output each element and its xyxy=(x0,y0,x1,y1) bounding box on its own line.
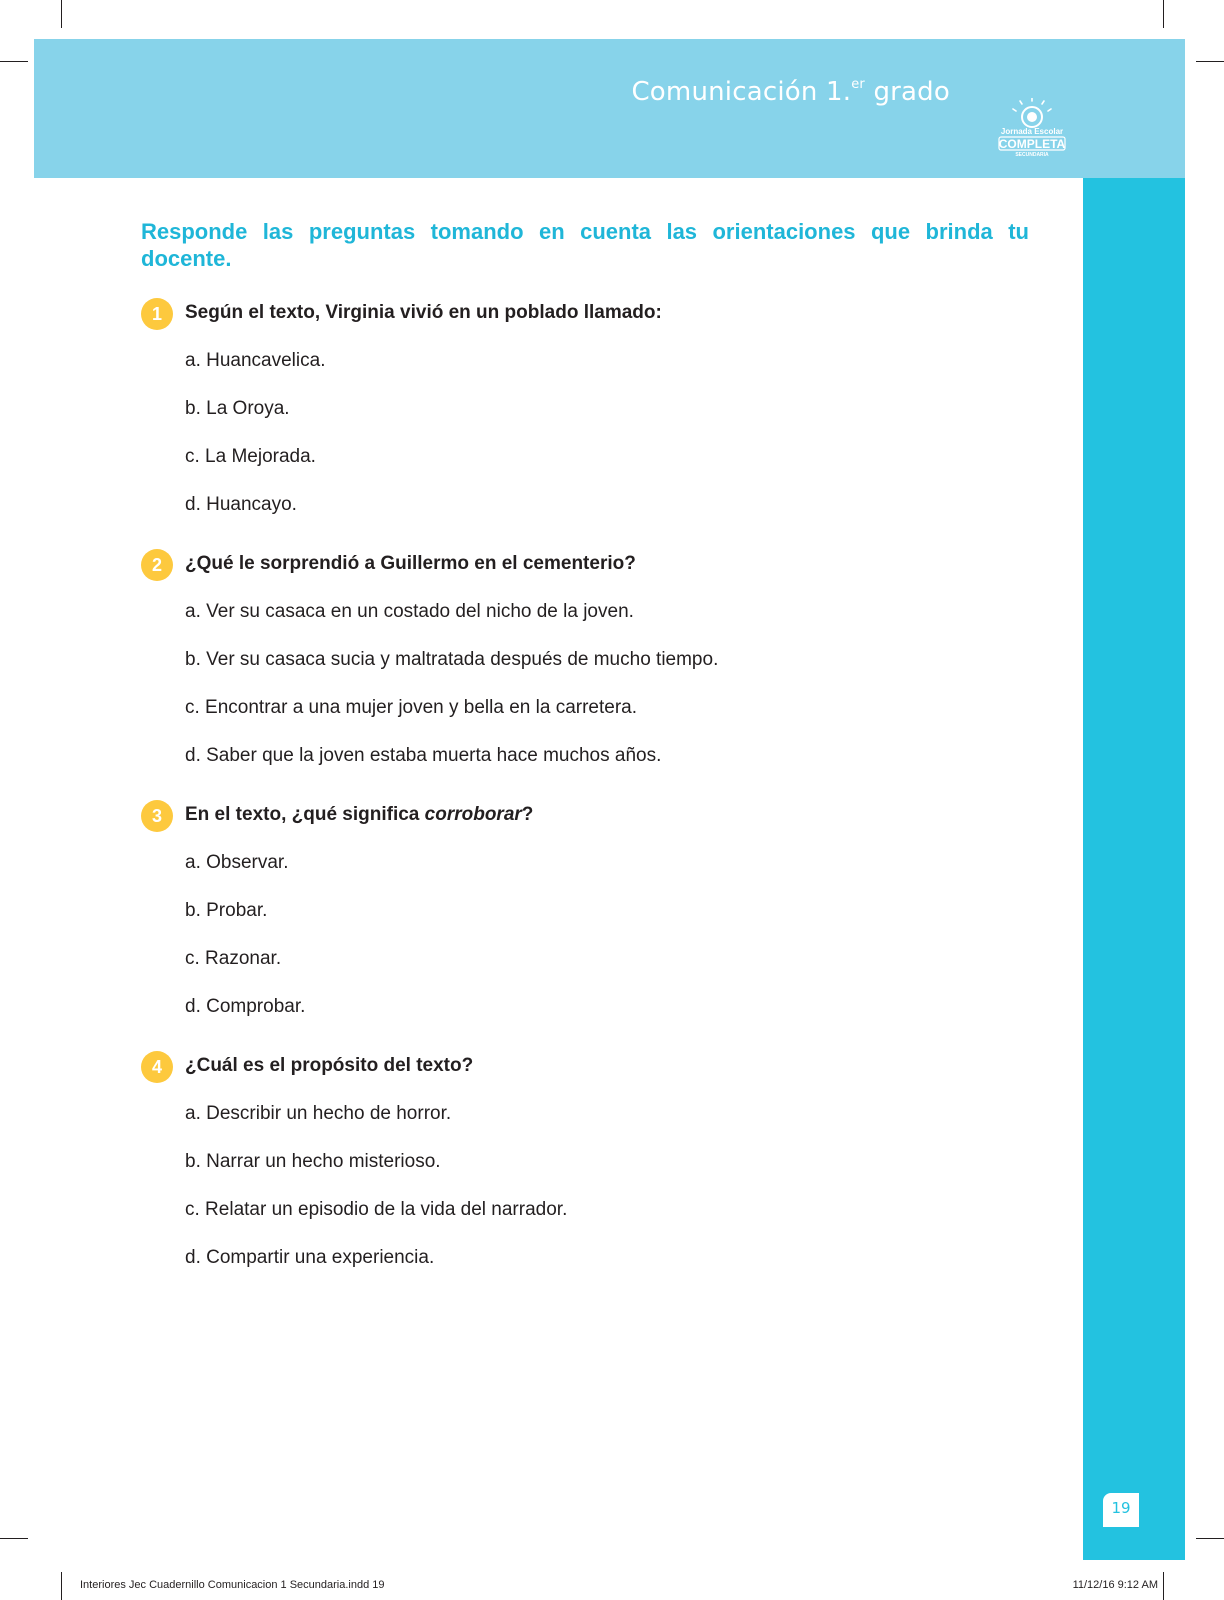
logo-line3: SECUNDARIA xyxy=(1015,152,1049,158)
question-text: ¿Qué le sorprendió a Guillermo en el cementerio? xyxy=(185,553,636,574)
question-text: ¿Cuál es el propósito del texto? xyxy=(185,1055,474,1076)
answer-option: a. Describir un hecho de horror. xyxy=(185,1103,452,1124)
answer-option: d. Huancayo. xyxy=(185,494,297,515)
answer-option: b. Probar. xyxy=(185,900,268,921)
logo-line2: COMPLETA xyxy=(998,137,1066,151)
answer-option: b. Ver su casaca sucia y maltratada después de mucho tiempo. xyxy=(185,649,719,670)
logo-icon xyxy=(994,98,1078,158)
answer-option: c. Encontrar a una mujer joven y bella en la carretera. xyxy=(185,697,638,718)
question-number-badge: 2 xyxy=(141,549,173,581)
question-number-badge: 3 xyxy=(141,800,173,832)
header-title: Comunicación 1.$^{er}$ grado xyxy=(631,77,950,107)
instruction-heading: Responde las preguntas tomando en cuenta las orientaciones que brinda tu docente. xyxy=(141,219,1029,271)
logo-line1: Jornada Escolar xyxy=(1000,127,1064,136)
side-band xyxy=(1083,178,1185,1560)
crop-mark xyxy=(1163,0,1164,28)
question-text: En el texto, ¿qué significa corroborar? xyxy=(185,804,534,825)
crop-mark xyxy=(1196,1538,1224,1539)
answer-option: c. La Mejorada. xyxy=(185,446,316,467)
answer-option: a. Ver su casaca en un costado del nicho de la joven. xyxy=(185,601,634,622)
answer-option: b. La Oroya. xyxy=(185,398,290,419)
answer-option: c. Relatar un episodio de la vida del narrador. xyxy=(185,1199,568,1220)
crop-mark xyxy=(0,1538,28,1539)
crop-mark xyxy=(61,0,62,28)
crop-mark xyxy=(61,1572,62,1600)
crop-mark xyxy=(1163,1572,1164,1600)
answer-option: d. Comprobar. xyxy=(185,996,306,1017)
answer-option: d. Saber que la joven estaba muerta hace muchos años. xyxy=(185,745,662,766)
crop-mark xyxy=(1196,61,1224,62)
page-number: 19 xyxy=(1111,1499,1131,1517)
footer-timestamp: 11/12/16 9:12 AM xyxy=(1072,1579,1158,1591)
answer-option: c. Razonar. xyxy=(185,948,282,969)
emphasized-word: corroborar xyxy=(424,804,522,825)
question-number-badge: 4 xyxy=(141,1051,173,1083)
question-number-badge: 1 xyxy=(141,298,173,330)
answer-option: d. Compartir una experiencia. xyxy=(185,1247,435,1268)
crop-mark xyxy=(0,61,28,62)
question-text: Según el texto, Virginia vivió en un poblado llamado: xyxy=(185,302,662,323)
answer-option: a. Huancavelica. xyxy=(185,350,326,371)
footer-file-info: Interiores Jec Cuadernillo Comunicacion 1 Secundaria.indd 19 xyxy=(80,1579,385,1591)
answer-option: b. Narrar un hecho misterioso. xyxy=(185,1151,441,1172)
answer-option: a. Observar. xyxy=(185,852,289,873)
